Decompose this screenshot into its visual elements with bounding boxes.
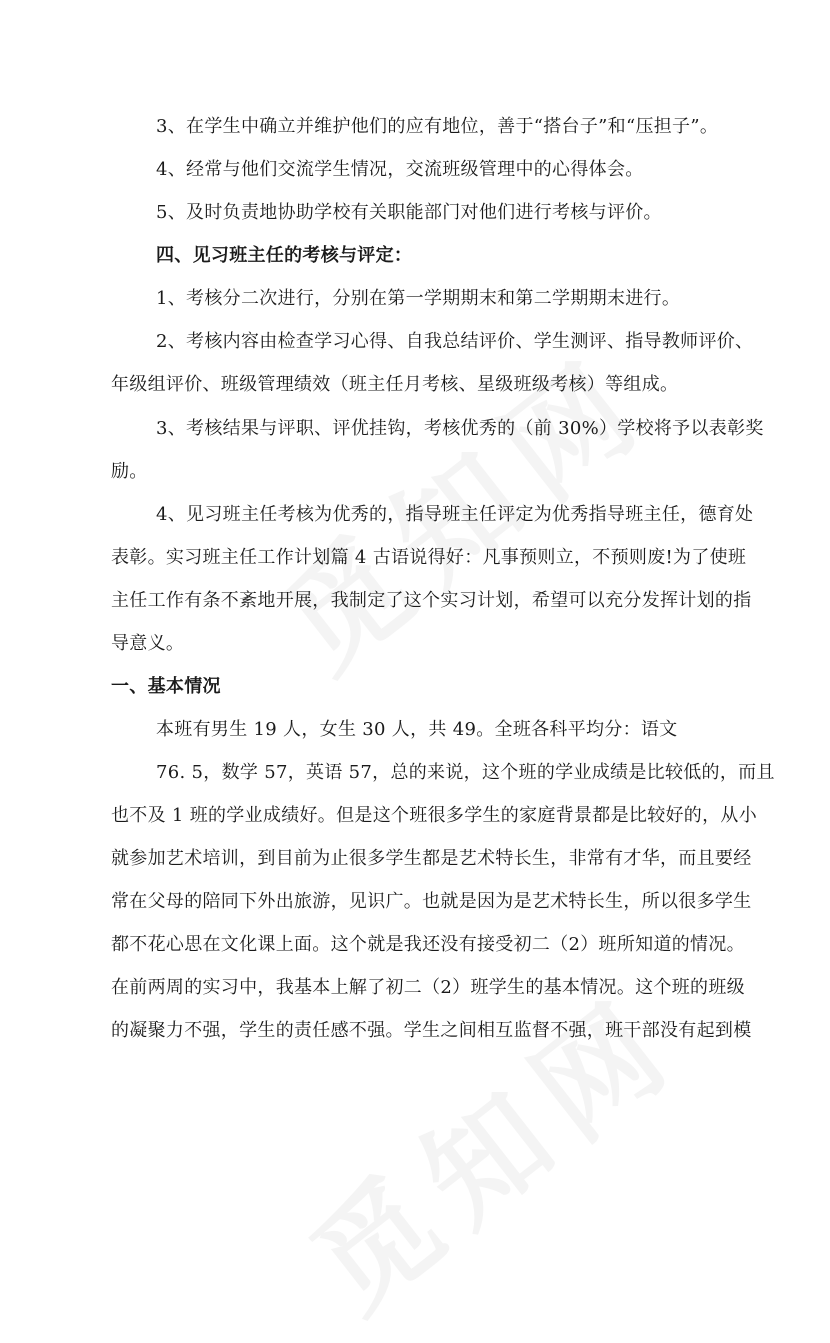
paragraph-line: 在前两周的实习中，我基本上解了初二（2）班学生的基本情况。这个班的班级 (111, 977, 745, 998)
paragraph-line: 4、经常与他们交流学生情况，交流班级管理中的心得体会。 (156, 159, 644, 180)
paragraph-line: 年级组评价、班级管理绩效（班主任月考核、星级班级考核）等组成。 (111, 374, 679, 395)
paragraph-line: 励。 (111, 461, 148, 482)
paragraph-line: 本班有男生 19 人，女生 30 人，共 49。全班各科平均分：语文 (156, 719, 678, 740)
section-heading: 四、见习班主任的考核与评定： (156, 245, 413, 266)
paragraph-line: 表彰。实习班主任工作计划篇 4 古语说得好：凡事预则立，不预则废!为了使班 (111, 547, 747, 568)
paragraph-line: 5、及时负责地协助学校有关职能部门对他们进行考核与评价。 (156, 202, 662, 223)
paragraph-line: 都不花心思在文化课上面。这个就是我还没有接受初二（2）班所知道的情况。 (111, 934, 745, 955)
paragraph-line: 1、考核分二次进行，分别在第一学期期末和第二学期期末进行。 (156, 288, 681, 309)
paragraph-line: 的凝聚力不强，学生的责任感不强。学生之间相互监督不强，班干部没有起到模 (111, 1020, 752, 1041)
paragraph-line: 常在父母的陪同下外出旅游，见识广。也就是因为是艺术特长生，所以很多学生 (111, 891, 752, 912)
paragraph-line: 4、见习班主任考核为优秀的，指导班主任评定为优秀指导班主任，德育处 (156, 504, 754, 525)
paragraph-line: 2、考核内容由检查学习心得、自我总结评价、学生测评、指导教师评价、 (156, 331, 754, 352)
paragraph-line: 也不及 1 班的学业成绩好。但是这个班很多学生的家庭背景都是比较好的，从小 (111, 805, 757, 826)
watermark (272, 949, 709, 1343)
paragraph-line: 导意义。 (111, 633, 185, 654)
paragraph-line: 3、考核结果与评职、评优挂钩，考核优秀的（前 30%）学校将予以表彰奖 (156, 418, 764, 439)
paragraph-line: 主任工作有条不紊地开展，我制定了这个实习计划，希望可以充分发挥计划的指 (111, 590, 752, 611)
section-heading: 一、基本情况 (111, 676, 221, 697)
paragraph-line: 76. 5，数学 57，英语 57，总的来说，这个班的学业成绩是比较低的，而且 (156, 762, 775, 783)
paragraph-line: 就参加艺术培训，到目前为止很多学生都是艺术特长生，非常有才华，而且要经 (111, 848, 752, 869)
paragraph-line: 3、在学生中确立并维护他们的应有地位，善于“搭台子”和“压担子”。 (156, 116, 719, 137)
